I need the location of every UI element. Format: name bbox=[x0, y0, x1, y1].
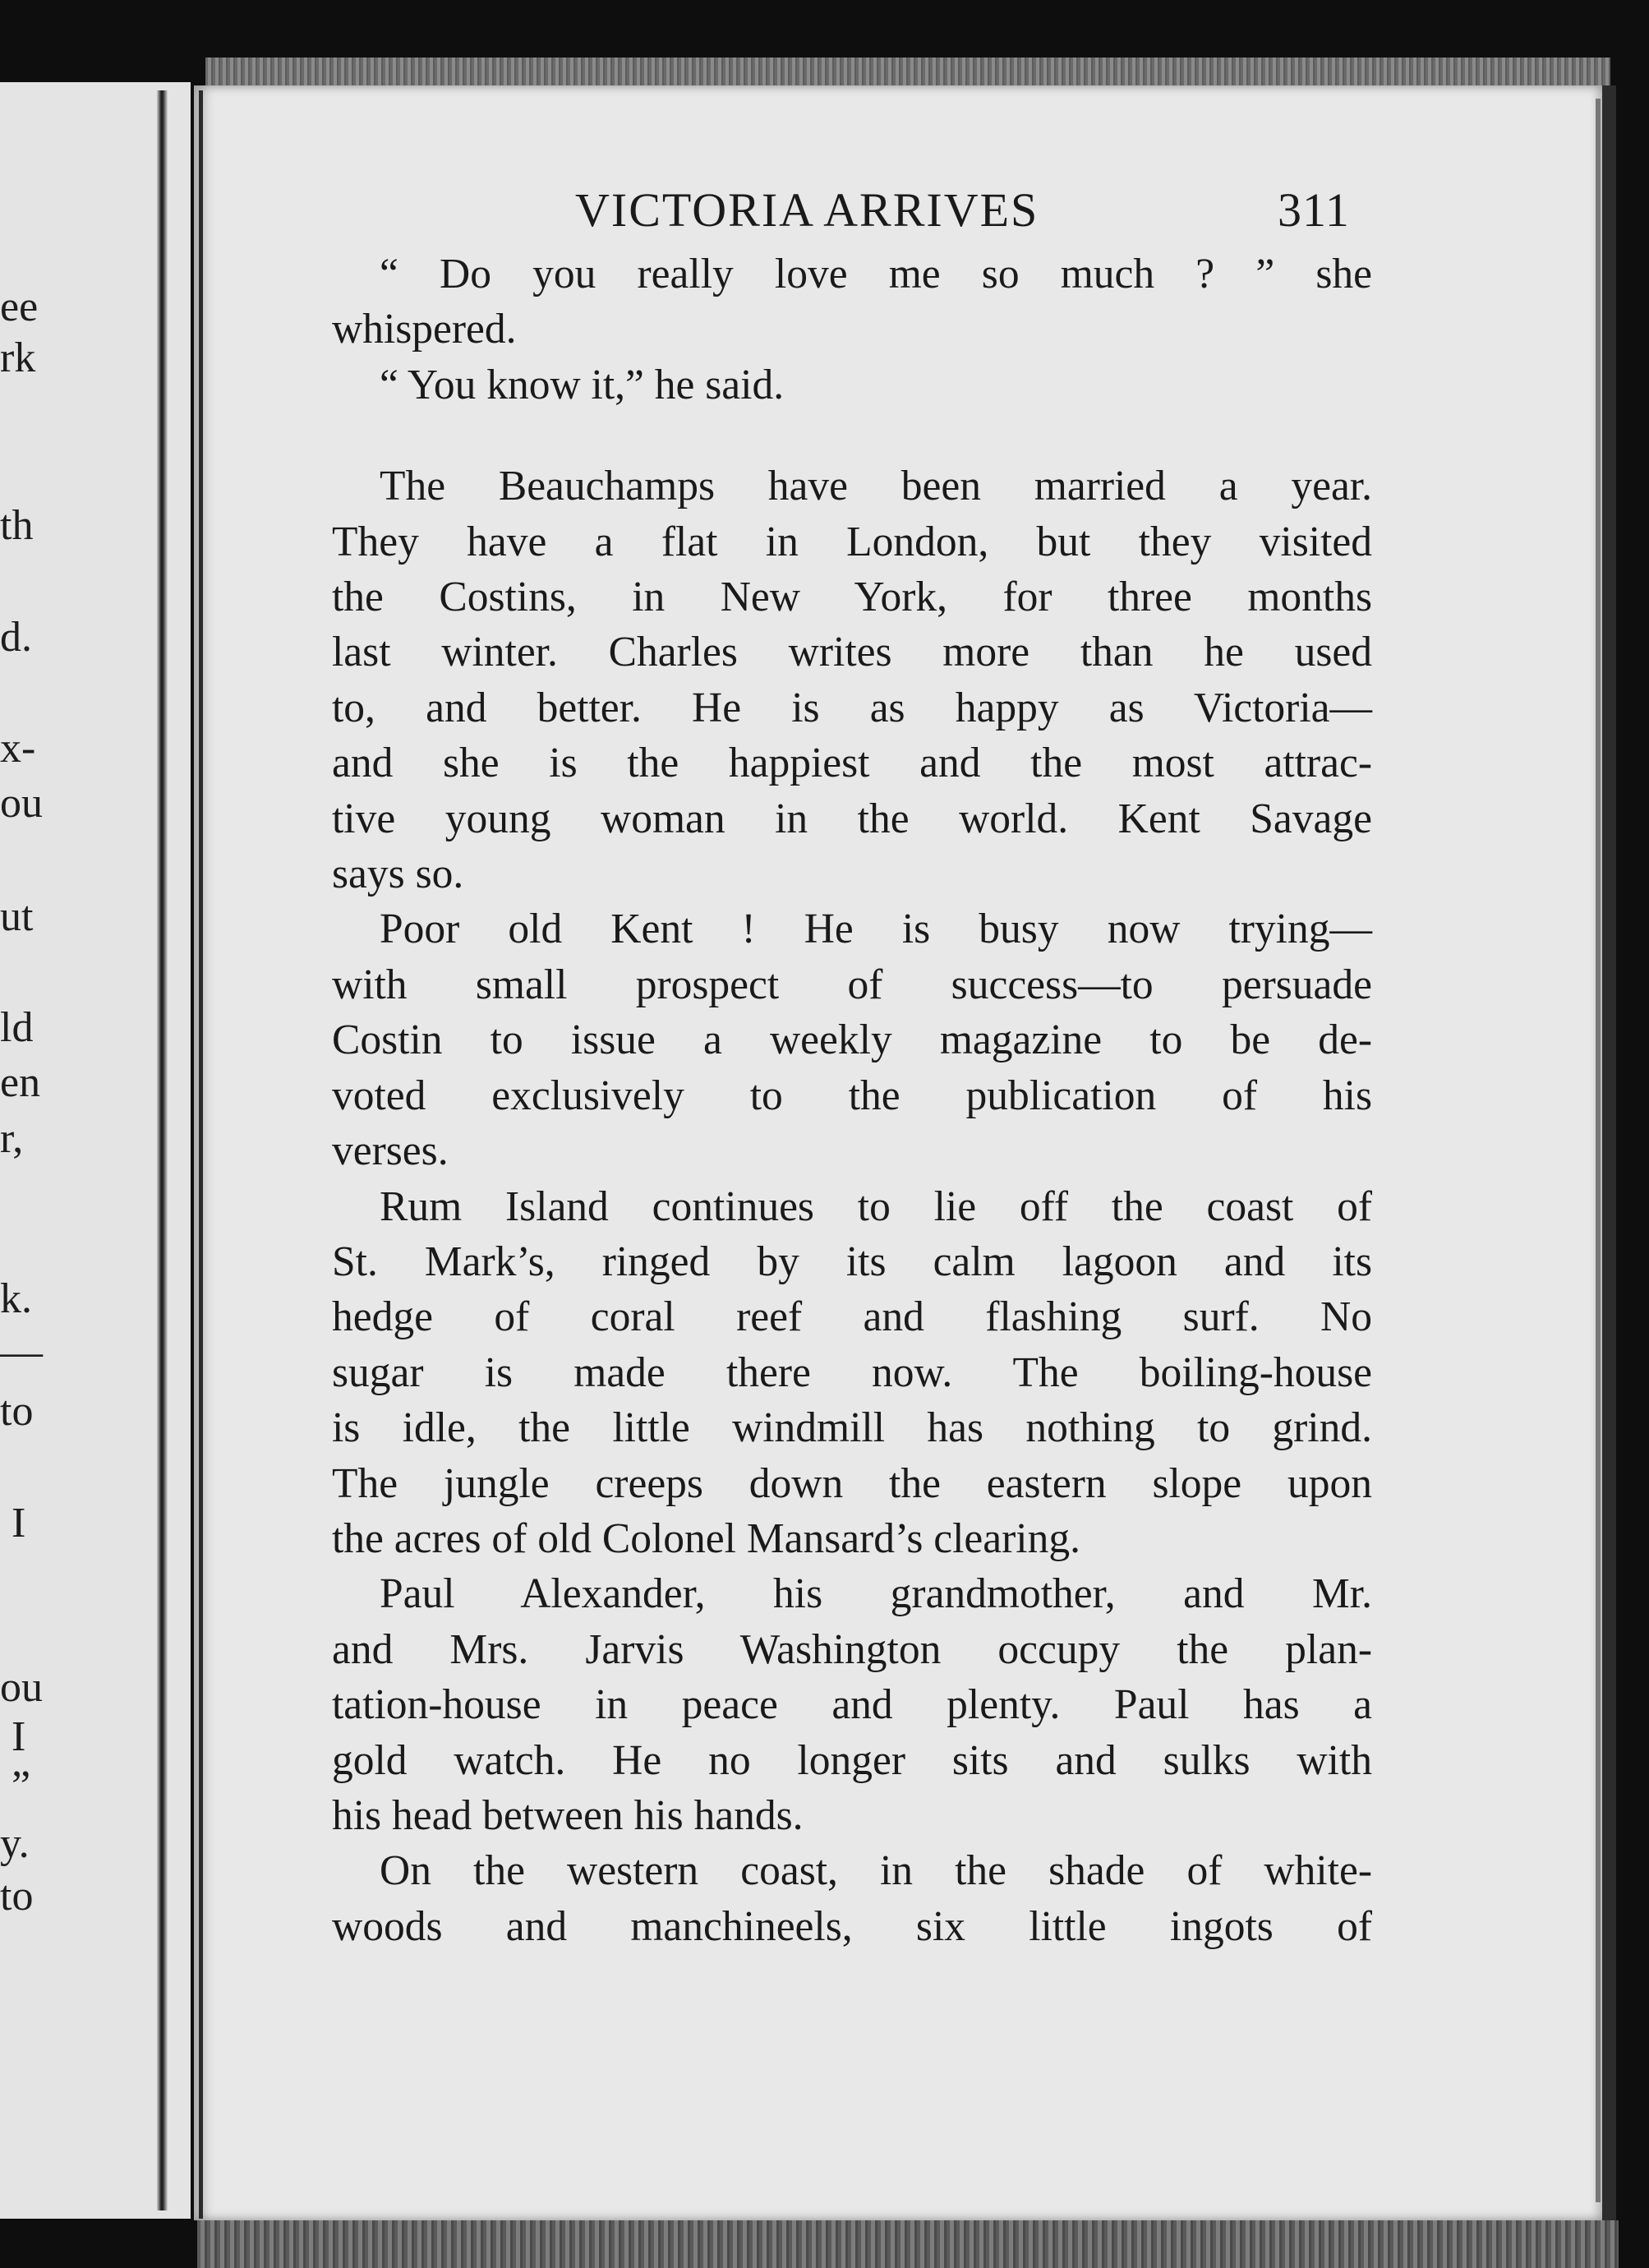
text-line: St. Mark’s, ringed by its calm lagoon and its bbox=[332, 1238, 1372, 1285]
left-page-fragment: to bbox=[0, 1388, 34, 1435]
left-page-fragment: r, bbox=[0, 1115, 24, 1162]
text-line: and Mrs. Jarvis Washington occupy the plan- bbox=[332, 1625, 1372, 1673]
text-line: Paul Alexander, his grandmother, and Mr. bbox=[380, 1570, 1372, 1618]
body-text bbox=[332, 247, 1372, 1954]
text-line: The Beauchamps have been married a year. bbox=[380, 463, 1372, 510]
left-page-fragment: ld bbox=[0, 1004, 34, 1051]
section-break bbox=[332, 413, 1372, 459]
text-line: says so. bbox=[332, 850, 464, 898]
text-line: verses. bbox=[332, 1127, 449, 1175]
text-line: and she is the happiest and the most attrac- bbox=[332, 740, 1372, 787]
book-gutter bbox=[156, 90, 168, 2210]
text-line: gold watch. He no longer sits and sulks with bbox=[332, 1736, 1372, 1784]
left-page-fragment: en bbox=[0, 1059, 41, 1106]
text-line: The jungle creeps down the eastern slope upon bbox=[332, 1459, 1372, 1507]
text-line: the Costins, in New York, for three months bbox=[332, 574, 1372, 621]
text-line: is idle, the little windmill has nothing to grind. bbox=[332, 1404, 1372, 1452]
text-line: the acres of old Colonel Mansard’s clearing. bbox=[332, 1514, 1080, 1562]
page-number: 311 bbox=[1278, 183, 1350, 237]
text-line: woods and manchineels, six little ingots of bbox=[332, 1902, 1372, 1950]
running-title: VICTORIA ARRIVES bbox=[575, 183, 1039, 237]
left-page-fragment: ut bbox=[0, 893, 34, 940]
left-page-fragment: d. bbox=[0, 614, 32, 661]
text-line: tation-house in peace and plenty. Paul has a bbox=[332, 1681, 1372, 1729]
text-line: tive young woman in the world. Kent Savage bbox=[332, 795, 1372, 842]
text-line: with small prospect of success—to persuade bbox=[332, 961, 1372, 1008]
cover-edge-top bbox=[205, 58, 1610, 85]
text-line: Rum Island continues to lie off the coast of bbox=[380, 1182, 1372, 1230]
left-page-fragment: — bbox=[0, 1329, 43, 1376]
page-spine-edge bbox=[199, 90, 203, 2219]
left-page-fragment: y. bbox=[0, 1820, 30, 1867]
text-line: to, and better. He is as happy as Victoria— bbox=[332, 684, 1372, 731]
cover-edge-bottom bbox=[197, 2220, 1619, 2268]
text-line: hedge of coral reef and flashing surf. No bbox=[332, 1293, 1372, 1341]
left-page-fragment: k. bbox=[0, 1275, 32, 1322]
text-line: last winter. Charles writes more than he used bbox=[332, 629, 1372, 676]
left-page-fragment: x- bbox=[0, 725, 36, 772]
text-line: “ You know it,” he said. bbox=[380, 361, 785, 408]
page-fore-edge bbox=[1596, 99, 1601, 2202]
text-line: They have a flat in London, but they visited bbox=[332, 518, 1372, 565]
left-page-fragment: th bbox=[0, 502, 34, 549]
left-page-fragment: I bbox=[12, 1500, 26, 1547]
left-page-fragment: rk bbox=[0, 334, 36, 381]
left-page-fragment: I bbox=[12, 1713, 26, 1760]
text-line: Poor old Kent ! He is busy now trying— bbox=[380, 906, 1372, 953]
left-page-fragment: ou bbox=[0, 1664, 43, 1711]
left-page-fragment: ou bbox=[0, 780, 43, 827]
text-line: Costin to issue a weekly magazine to be de- bbox=[332, 1016, 1372, 1064]
left-page-fragment: to bbox=[0, 1873, 34, 1920]
text-line: his head between his hands. bbox=[332, 1791, 804, 1839]
text-line: whispered. bbox=[332, 306, 517, 353]
text-line: On the western coast, in the shade of white- bbox=[380, 1847, 1372, 1895]
text-line: voted exclusively to the publication of his bbox=[332, 1072, 1372, 1119]
left-page-fragment: ” bbox=[12, 1763, 31, 1809]
text-line: sugar is made there now. The boiling-house bbox=[332, 1348, 1372, 1396]
left-page-fragment: ee bbox=[0, 284, 39, 330]
text-line: “ Do you really love me so much ? ” she bbox=[380, 251, 1372, 297]
